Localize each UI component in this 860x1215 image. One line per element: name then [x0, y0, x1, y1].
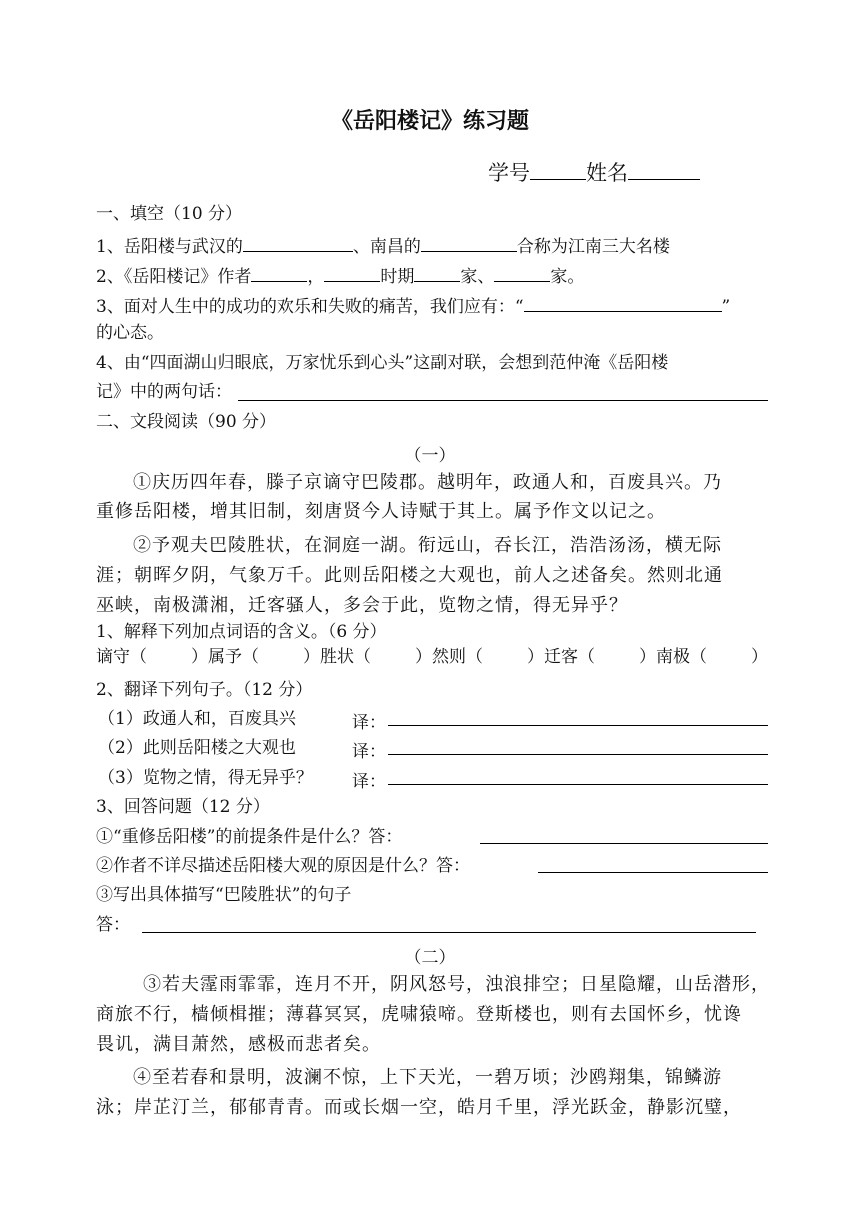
student-info: [488, 157, 700, 187]
fill-question-2: [96, 264, 584, 288]
student-name-label: 姓名: [586, 161, 628, 185]
reading-q3: 3、回答问题（12 分）: [96, 797, 270, 817]
reading-q1: 1、解释下列加点词语的含义。（6 分）: [96, 622, 387, 642]
reading-q2: 2、翻译下列句子。（12 分）: [96, 680, 313, 700]
section2-heading: 二、文段阅读（90 分）: [96, 412, 277, 432]
q1-blank-1[interactable]: [243, 234, 353, 252]
student-name-blank[interactable]: [628, 162, 700, 180]
fill-question-3: [96, 294, 730, 318]
word-5: ）迁客（: [527, 647, 595, 667]
q3-continuation: 的心态。: [96, 323, 164, 343]
translate-item-1: （1）政通人和，百废具兴: [98, 709, 296, 729]
q2-blank-4[interactable]: [494, 264, 550, 282]
passage-p2-line2: 涯；朝晖夕阴，气象万千。此则岳阳楼之大观也，前人之述备矣。然则北通: [96, 565, 723, 586]
q1-text-a: 1、岳阳楼与武汉的: [96, 237, 243, 257]
student-id-blank[interactable]: [530, 162, 586, 180]
q2-text-a: 2、《岳阳楼记》作者: [96, 267, 252, 287]
word-4: ）然则（: [415, 647, 483, 667]
part-one-label: （一）: [404, 446, 456, 466]
word-end: ）: [751, 647, 768, 667]
q1-blank-2[interactable]: [421, 234, 517, 252]
fill-question-4-line2: 记》中的两句话：: [96, 382, 232, 402]
word-2: ）属予（: [191, 647, 259, 667]
passage-p3-line1: ③若夫霪雨霏霏，连月不开，阴风怒号，浊浪排空；日星隐耀，山岳潜形，: [143, 974, 770, 995]
part-two-label: （二）: [404, 948, 456, 968]
answer-q1: ①“重修岳阳楼”的前提条件是什么？答：: [96, 827, 403, 847]
translate-label-1: 译：: [352, 713, 386, 733]
q2-text-b: ，: [307, 267, 325, 287]
word-explain-row: [96, 646, 768, 668]
answer-line-2[interactable]: [538, 872, 768, 873]
q2-blank-1[interactable]: [251, 264, 307, 282]
q3-text-b: ”: [721, 297, 731, 317]
passage-p4-line1: ④至若春和景明，波澜不惊，上下天光，一碧万顷；沙鸥翔集，锦鳞游: [133, 1067, 722, 1088]
student-id-label: 学号: [488, 161, 530, 185]
q2-blank-3[interactable]: [414, 264, 460, 282]
passage-p2-line1: ②予观夫巴陵胜状，在洞庭一湖。衔远山，吞长江，浩浩汤汤，横无际: [133, 535, 722, 556]
section1-heading: 一、填空（10 分）: [96, 204, 243, 224]
translate-line-1[interactable]: [388, 725, 768, 726]
fill-question-4-line1: 4、由“四面湖山归眼底，万家忧乐到心头”这副对联，会想到范仲淹《岳阳楼: [96, 353, 669, 373]
word-3: ）胜状（: [303, 647, 371, 667]
translate-label-2: 译：: [352, 742, 386, 762]
passage-p3-line3: 畏讥，满目萧然，感极而悲者矣。: [96, 1034, 381, 1055]
answer-q2: ②作者不详尽描述岳阳楼大观的原因是什么？答：: [96, 856, 470, 876]
passage-p1-line1: ①庆历四年春，滕子京谪守巴陵郡。越明年，政通人和，百废具兴。乃: [133, 472, 722, 493]
fill-question-1: [96, 234, 670, 258]
q3-text-a: 3、面对人生中的成功的欢乐和失败的痛苦，我们应有：“: [96, 297, 524, 317]
q1-text-c: 合称为江南三大名楼: [516, 237, 670, 257]
passage-p1-line2: 重修岳阳楼，增其旧制，刻唐贤今人诗赋于其上。属予作文以记之。: [96, 501, 666, 522]
answer-line-1[interactable]: [480, 843, 768, 844]
passage-p2-line3: 巫峡，南极潇湘，迁客骚人，多会于此，览物之情，得无异乎？: [96, 595, 628, 616]
q1-text-b: 、南昌的: [352, 237, 421, 257]
q2-text-c: 时期: [380, 267, 415, 287]
q2-text-d: 家、: [460, 267, 495, 287]
q2-text-e: 家。: [550, 267, 585, 287]
answer-q3: ③写出具体描写“巴陵胜状”的句子: [96, 885, 352, 905]
page-title: 《岳阳楼记》练习题: [330, 109, 529, 134]
translate-line-2[interactable]: [388, 754, 768, 755]
q2-blank-2[interactable]: [324, 264, 380, 282]
q4-answer-line[interactable]: [238, 400, 768, 401]
passage-p3-line2: 商旅不行，樯倾楫摧；薄暮冥冥，虎啸猿啼。登斯楼也，则有去国怀乡，忧谗: [96, 1004, 742, 1025]
translate-line-3[interactable]: [388, 784, 768, 785]
translate-label-3: 译：: [352, 772, 386, 792]
word-6: ）南极（: [639, 647, 707, 667]
translate-item-3: （3）览物之情，得无异乎？: [98, 768, 313, 788]
word-1: 谪守（: [96, 647, 147, 667]
translate-item-2: （2）此则岳阳楼之大观也: [98, 738, 296, 758]
answer-q3-label: 答：: [96, 915, 130, 935]
answer-line-3[interactable]: [142, 932, 756, 933]
q3-blank[interactable]: [524, 294, 722, 312]
passage-p4-line2: 泳；岸芷汀兰，郁郁青青。而或长烟一空，皓月千里，浮光跃金，静影沉璧，: [96, 1097, 742, 1118]
